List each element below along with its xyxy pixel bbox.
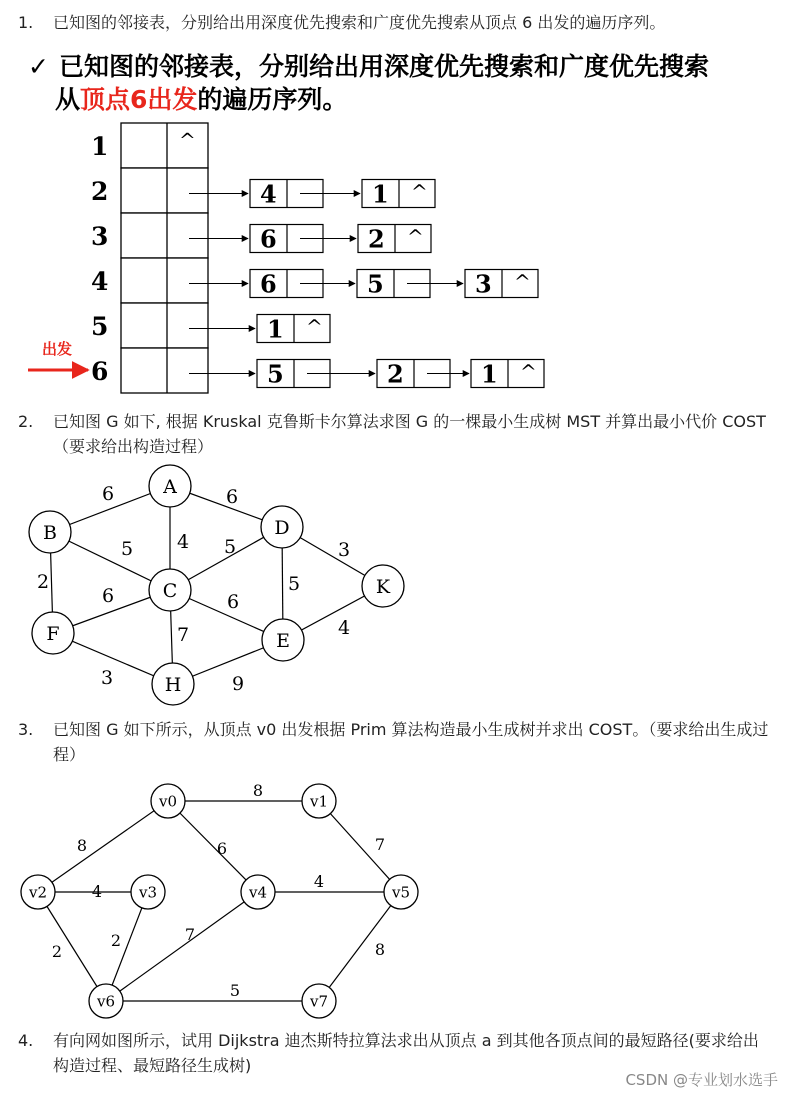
edge-weight: 5 [120,538,134,560]
edge-weight: 4 [313,872,325,891]
edge-weight: 2 [36,571,50,593]
node-label: v1 [309,792,329,811]
kruskal-graph [0,460,430,710]
edge-weight: 4 [91,882,103,901]
node-label: A [163,475,177,498]
list-node-value: 5 [267,359,284,389]
null-pointer: ^ [306,314,323,339]
vertex-label: 5 [91,312,109,341]
null-pointer: ^ [514,269,531,294]
null-pointer: ^ [179,128,196,152]
node-label: v2 [28,883,48,902]
vertex-label: 6 [91,357,109,386]
question-text: 已知图 G 如下, 根据 Kruskal 克鲁斯卡尔算法求图 G 的一棵最小生成树 MST 并算出最小代价 COST（要求给出构造过程） [53,412,766,456]
question-2 [18,409,774,459]
null-pointer: ^ [520,359,537,384]
question-number: 3. [18,720,34,739]
list-node-value: 4 [260,179,277,209]
adjacency-list-figure [0,120,600,395]
edge-weight: 7 [184,925,196,944]
node-label: B [43,521,57,544]
list-node-value: 1 [372,179,389,209]
vertex-cell [121,258,208,303]
edge-weight: 7 [374,835,386,854]
null-pointer: ^ [411,179,428,204]
vertex-cell [121,213,208,258]
edge-weight: 4 [176,531,190,553]
start-label: 出发 [42,340,73,358]
list-node-value: 2 [387,359,404,389]
edge-weight: 6 [101,483,115,505]
graph-edge [38,892,106,1001]
edge-weight: 3 [337,539,351,561]
node-label: E [276,629,290,652]
node-label: v0 [158,792,178,811]
vertex-label: 1 [91,132,109,161]
list-node-value: 3 [475,269,492,299]
list-node-value: 1 [267,314,284,344]
edge-weight: 8 [76,836,88,855]
edge-weight: 3 [100,667,114,689]
question-number: 1. [18,13,34,32]
node-label: D [274,516,290,539]
vertex-cell [121,303,208,348]
question-text: 已知图 G 如下所示，从顶点 v0 出发根据 Prim 算法构造最小生成树并求出 COST。（要求给出生成过程） [53,720,769,764]
question-number: 2. [18,412,34,431]
edge-weight: 6 [216,839,228,858]
node-label: v5 [391,883,411,902]
edge-weight: 6 [226,591,240,613]
headline-suffix: 的遍历序列。 [197,85,348,114]
edge-weight: 4 [337,617,351,639]
vertex-cell [121,348,208,393]
list-node-value: 1 [481,359,498,389]
headline-line1: 已知图的邻接表，分别给出用深度优先搜索和广度优先搜索 [58,52,709,81]
node-label: F [46,622,60,645]
edge-weight: 8 [252,781,264,800]
graph-edge [319,892,401,1001]
node-label: K [375,575,391,598]
edge-weight: 8 [374,940,386,959]
edge-weight: 2 [51,942,63,961]
headline-prefix: 从 [55,85,81,114]
edge-weight: 2 [110,931,122,950]
null-pointer: ^ [407,224,424,249]
edge-weight: 6 [101,585,115,607]
question-text: 有向网如图所示，试用 Dijkstra 迪杰斯特拉算法求出从顶点 a 到其他各顶点间的最短路径(要求给出构造过程、最短路径生成树) [53,1031,759,1075]
edge-weight: 9 [231,673,245,695]
question-3 [18,717,774,767]
check-icon: ✓ [28,52,49,81]
vertex-label: 2 [91,177,109,206]
node-label: C [162,579,178,602]
question-1 [18,10,774,35]
question-text: 已知图的邻接表，分别给出用深度优先搜索和广度优先搜索从顶点 6 出发的遍历序列。 [53,13,666,32]
watermark: CSDN @专业划水选手 [625,1071,778,1089]
question-number: 4. [18,1031,34,1050]
graph-edge [168,801,258,892]
edge-weight: 5 [223,536,237,558]
q1-headline [28,50,709,116]
vertex-cell [121,168,208,213]
edge-weight: 7 [176,624,190,646]
vertex-label: 4 [91,267,109,296]
list-node-value: 6 [260,224,277,254]
list-node-value: 2 [368,224,385,254]
edge-weight: 5 [229,981,241,1000]
headline-highlight: 顶点6出发 [80,85,198,114]
edge-weight: 5 [287,573,301,595]
prim-graph [0,770,440,1020]
edge-weight: 6 [225,486,239,508]
node-label: v4 [248,883,268,902]
node-label: H [164,673,182,696]
vertex-label: 3 [91,222,109,251]
node-label: v3 [138,883,158,902]
node-label: v7 [309,992,329,1011]
list-node-value: 6 [260,269,277,299]
list-node-value: 5 [367,269,384,299]
node-label: v6 [96,992,116,1011]
graph-edge [319,801,401,892]
